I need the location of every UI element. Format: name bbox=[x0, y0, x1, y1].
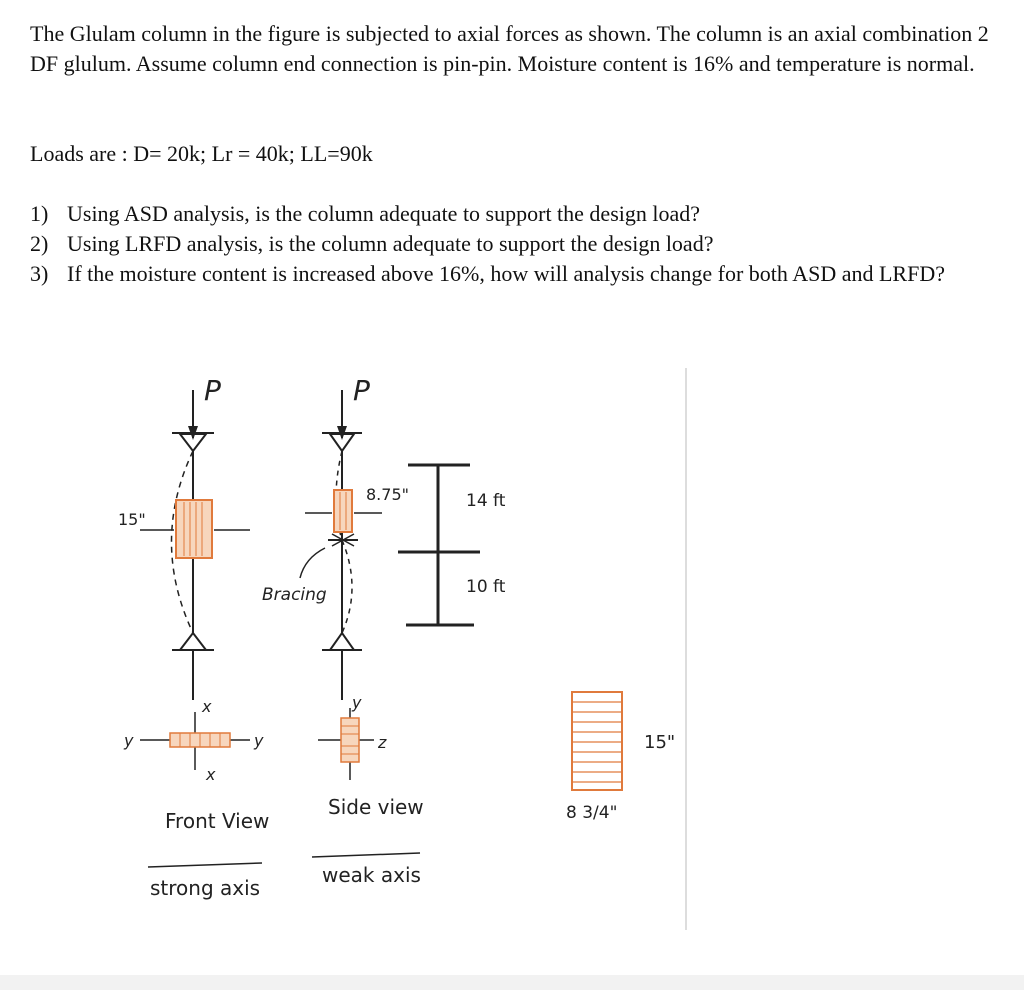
page-bottom-strip bbox=[0, 975, 1024, 990]
front-view-label: Front View bbox=[165, 809, 270, 833]
axis-x-top: x bbox=[202, 697, 212, 716]
section-detail bbox=[566, 692, 675, 823]
side-view-caption bbox=[312, 795, 424, 887]
column-figure bbox=[0, 330, 1024, 970]
bottom-pin-support bbox=[180, 633, 206, 650]
section-width-label: 8 3/4" bbox=[566, 803, 618, 823]
bottom-pin-support bbox=[330, 633, 354, 650]
side-axis-label: weak axis bbox=[322, 863, 421, 887]
axis-x-bottom: x bbox=[206, 765, 216, 784]
question-text: Using LRFD analysis, is the column adequate to support the design load? bbox=[67, 231, 714, 256]
bracing-pointer bbox=[300, 548, 325, 578]
question-text: If the moisture content is increased above 16%, how will analysis change for both ASD and LRFD? bbox=[67, 261, 945, 286]
bracing-label: Bracing bbox=[262, 585, 327, 605]
front-view-caption bbox=[148, 809, 269, 900]
front-view-column bbox=[118, 374, 250, 700]
loads-line: Loads are : D= 20k; Lr = 40k; LL=90k bbox=[30, 141, 373, 166]
axis-side-z: z bbox=[378, 733, 387, 752]
side-depth-label: 8.75" bbox=[366, 485, 409, 504]
side-view-label: Side view bbox=[328, 795, 424, 819]
load-label-side: P bbox=[353, 374, 370, 407]
front-cross-section bbox=[123, 697, 264, 784]
glulam-block bbox=[334, 490, 352, 532]
front-caption-divider bbox=[148, 863, 262, 867]
buckled-shape-lower bbox=[342, 540, 352, 633]
section-depth-label: 15" bbox=[644, 732, 676, 753]
axis-y-left: y bbox=[124, 731, 134, 750]
axis-y-right: y bbox=[254, 731, 264, 750]
side-caption-divider bbox=[312, 853, 420, 857]
front-depth-label: 15" bbox=[118, 510, 146, 529]
section-detail-rect bbox=[572, 692, 622, 790]
side-view-column bbox=[262, 374, 409, 700]
front-axis-label: strong axis bbox=[150, 876, 261, 900]
dim-upper-label: 14 ft bbox=[466, 491, 506, 511]
dimension-marks bbox=[398, 465, 506, 625]
side-cross-section bbox=[318, 693, 387, 780]
dim-lower-label: 10 ft bbox=[466, 577, 506, 597]
question-number: 2) bbox=[30, 231, 49, 256]
section-rect bbox=[341, 718, 359, 762]
glulam-block bbox=[176, 500, 212, 558]
question-text: Using ASD analysis, is the column adequate to support the design load? bbox=[67, 201, 701, 226]
question-number: 1) bbox=[30, 201, 49, 226]
axis-side-y: y bbox=[352, 693, 362, 712]
question-number: 3) bbox=[30, 261, 49, 286]
problem-statement: The Glulam column in the figure is subjected to axial forces as shown. The column is an axial combination 2 DF glulum. Assume column end connection is pin-pin. Moisture content is 16% and temperature is normal. bbox=[30, 21, 989, 76]
load-label-front: P bbox=[204, 374, 221, 407]
